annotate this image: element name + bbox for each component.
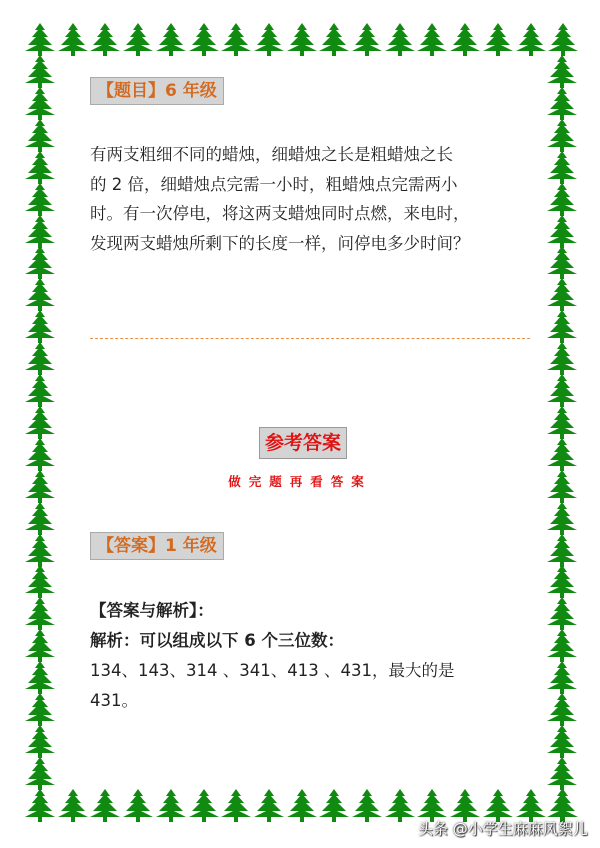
christmas-tree-icon [24, 373, 56, 407]
christmas-tree-icon [351, 22, 383, 56]
christmas-tree-icon [24, 533, 56, 567]
christmas-tree-icon [286, 22, 318, 56]
christmas-tree-icon [220, 788, 252, 822]
christmas-tree-icon [546, 277, 578, 311]
christmas-tree-icon [24, 564, 56, 598]
christmas-tree-icon [546, 724, 578, 758]
christmas-tree-icon [253, 788, 285, 822]
christmas-tree-icon [24, 501, 56, 535]
christmas-tree-icon [286, 788, 318, 822]
answer-analysis: 解析：可以组成以下 6 个三位数： [90, 631, 344, 650]
christmas-tree-icon [253, 22, 285, 56]
christmas-tree-icon [24, 692, 56, 726]
christmas-tree-icon [57, 22, 89, 56]
question-text [90, 140, 540, 258]
christmas-tree-icon [89, 788, 121, 822]
christmas-tree-icon [24, 788, 56, 822]
christmas-tree-icon [188, 22, 220, 56]
christmas-tree-icon [24, 660, 56, 694]
answer-grade-tag: 【答案】1 年级 [90, 532, 224, 560]
christmas-tree-icon [546, 788, 578, 822]
christmas-tree-icon [546, 182, 578, 216]
christmas-tree-icon [24, 54, 56, 88]
answer-text [90, 596, 550, 716]
christmas-tree-icon [24, 596, 56, 630]
question-line: 的 2 倍，细蜡烛点完需一小时，粗蜡烛点完需两小 [90, 174, 458, 194]
question-grade-tag: 【题目】6 年级 [90, 77, 224, 105]
question-line: 时。有一次停电，将这两支蜡烛同时点燃，来电时， [90, 204, 470, 223]
christmas-tree-icon [546, 373, 578, 407]
christmas-tree-icon [547, 22, 579, 56]
christmas-tree-icon [24, 405, 56, 439]
christmas-tree-icon [546, 596, 578, 630]
christmas-tree-icon [546, 692, 578, 726]
christmas-tree-icon [546, 405, 578, 439]
answer-line: 134、143、314 、341、413 、431，最大的是 [90, 661, 455, 680]
christmas-tree-icon [24, 86, 56, 120]
christmas-tree-icon [546, 150, 578, 184]
christmas-tree-icon [546, 245, 578, 279]
christmas-tree-icon [546, 756, 578, 790]
christmas-tree-icon [546, 341, 578, 375]
christmas-tree-icon [482, 22, 514, 56]
christmas-tree-icon [546, 86, 578, 120]
christmas-tree-icon [24, 245, 56, 279]
reference-answer-title: 参考答案 [259, 427, 347, 459]
christmas-tree-icon [155, 788, 187, 822]
christmas-tree-icon [89, 22, 121, 56]
christmas-tree-icon [384, 788, 416, 822]
christmas-tree-icon [515, 22, 547, 56]
christmas-tree-icon [24, 182, 56, 216]
christmas-tree-icon [384, 22, 416, 56]
christmas-tree-icon [24, 309, 56, 343]
christmas-tree-icon [546, 214, 578, 248]
christmas-tree-icon [546, 501, 578, 535]
christmas-tree-icon [57, 788, 89, 822]
christmas-tree-icon [24, 214, 56, 248]
answer-heading: 【答案与解析】： [90, 601, 214, 620]
answer-line: 431。 [90, 691, 138, 710]
question-line: 有两支粗细不同的蜡烛，细蜡烛之长是粗蜡烛之长 [90, 145, 453, 164]
christmas-tree-icon [24, 118, 56, 152]
christmas-tree-icon [122, 22, 154, 56]
christmas-tree-icon [546, 437, 578, 471]
reference-subtitle: 做完题再看答案 [228, 474, 372, 489]
christmas-tree-icon [318, 22, 350, 56]
christmas-tree-icon [24, 724, 56, 758]
christmas-tree-icon [24, 150, 56, 184]
christmas-tree-icon [546, 309, 578, 343]
christmas-tree-icon [546, 628, 578, 662]
christmas-tree-icon [515, 788, 547, 822]
christmas-tree-icon [318, 788, 350, 822]
divider [90, 338, 530, 339]
christmas-tree-icon [122, 788, 154, 822]
christmas-tree-icon [24, 756, 56, 790]
christmas-tree-icon [24, 628, 56, 662]
christmas-tree-icon [24, 277, 56, 311]
christmas-tree-icon [546, 533, 578, 567]
christmas-tree-icon [546, 54, 578, 88]
christmas-tree-icon [220, 22, 252, 56]
question-line: 发现两支蜡烛所剩下的长度一样，问停电多少时间？ [90, 233, 470, 253]
christmas-tree-icon [24, 341, 56, 375]
watermark: 头条 @小学生麻麻风絮儿 [418, 820, 588, 838]
christmas-tree-icon [188, 788, 220, 822]
christmas-tree-icon [546, 118, 578, 152]
christmas-tree-icon [351, 788, 383, 822]
christmas-tree-icon [24, 22, 56, 56]
christmas-tree-icon [24, 437, 56, 471]
christmas-tree-icon [482, 788, 514, 822]
christmas-tree-icon [546, 564, 578, 598]
christmas-tree-icon [449, 788, 481, 822]
christmas-tree-icon [416, 22, 448, 56]
christmas-tree-icon [546, 660, 578, 694]
christmas-tree-icon [449, 22, 481, 56]
christmas-tree-icon [416, 788, 448, 822]
christmas-tree-icon [155, 22, 187, 56]
